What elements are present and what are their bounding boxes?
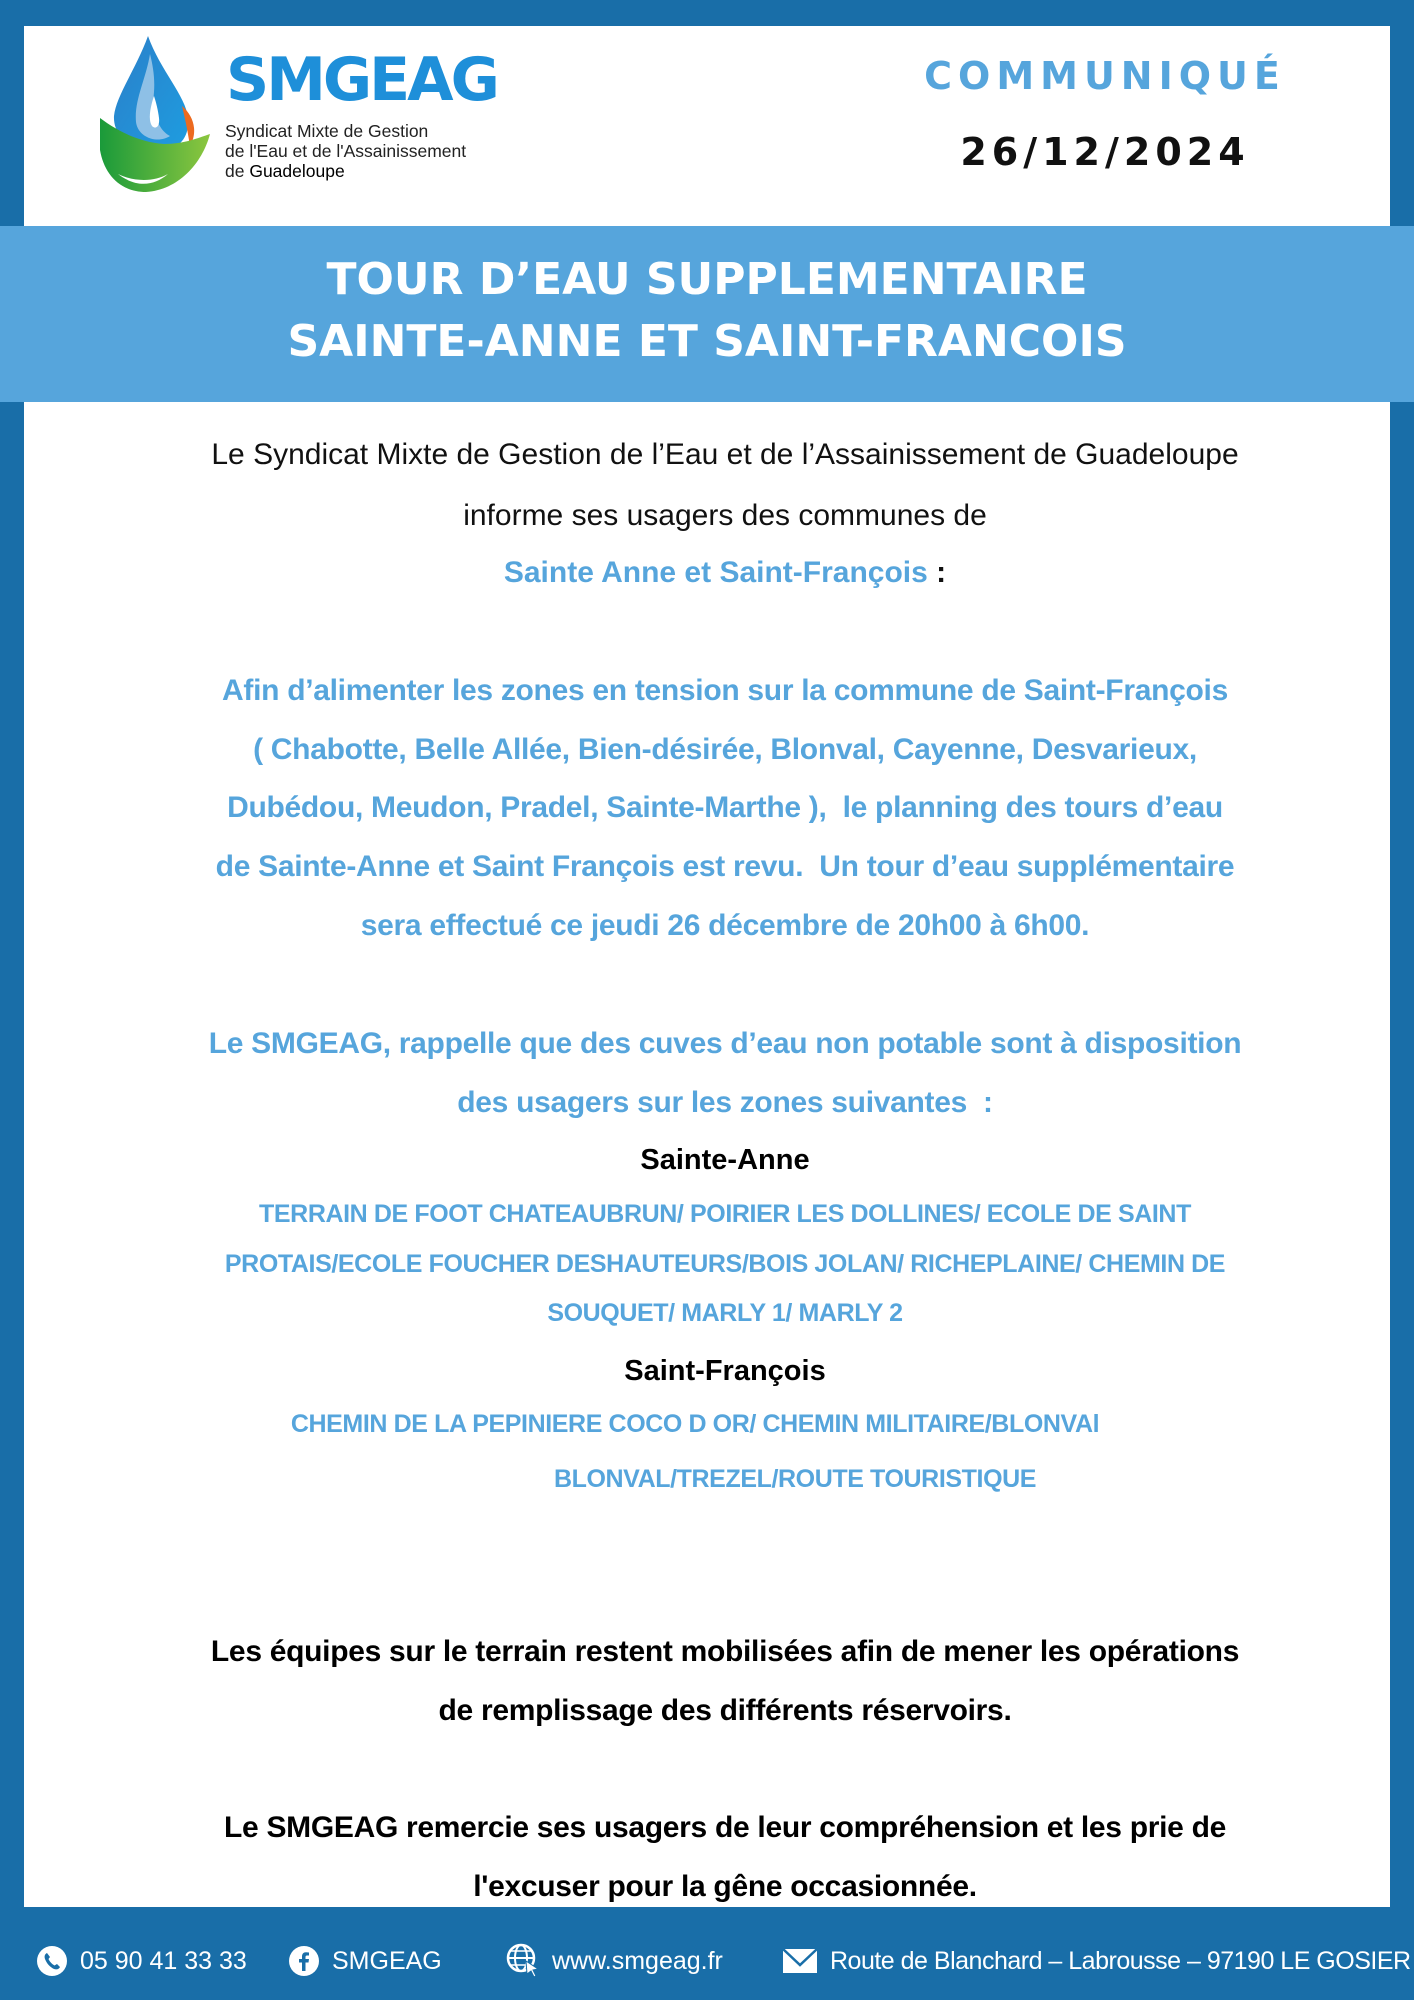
- footer-website[interactable]: [506, 1944, 723, 1978]
- closing-line: de remplissage des différents réservoirs.: [438, 1694, 1012, 1727]
- brand-subtitle-region: Guadeloupe: [249, 161, 345, 181]
- zone-list-line: PROTAIS/ECOLE FOUCHER DESHAUTEURS/BOIS JOLAN/ RICHEPLAINE/ CHEMIN DE: [224, 1250, 1226, 1278]
- footer-address[interactable]: [782, 1944, 1411, 1978]
- brand-subtitle-line: Syndicat Mixte de Gestion: [225, 121, 429, 141]
- brand-subtitle-line: [225, 161, 466, 181]
- zone-list-line: CHEMIN DE LA PEPINIERE COCO D OR/ CHEMIN MILITAIRE/BLONVAl: [290, 1410, 1100, 1438]
- intro-line-1: Le Syndicat Mixte de Gestion de l’Eau et de l’Assainissement de Guadeloupe: [211, 438, 1239, 471]
- zone-list-line: SOUQUET/ MARLY 1/ MARLY 2: [547, 1299, 903, 1327]
- facebook-icon: [288, 1945, 320, 1977]
- brand-subtitle-prefix: de: [225, 161, 250, 181]
- mail-icon: [782, 1948, 818, 1974]
- title-line-1: TOUR D’EAU SUPPLEMENTAIRE: [326, 254, 1088, 305]
- zone-commune-heading: Saint-François: [624, 1355, 826, 1387]
- notice-line: sera effectué ce jeudi 26 décembre de 20h00 à 6h00.: [360, 909, 1090, 942]
- intro-communes: [60, 558, 1390, 588]
- notice-line: Dubédou, Meudon, Pradel, Sainte-Marthe ), le planning des tours d’eau: [227, 791, 1223, 824]
- footer-facebook[interactable]: [288, 1944, 442, 1978]
- zone-commune-heading: Sainte-Anne: [640, 1144, 810, 1176]
- closing-line: Le SMGEAG remercie ses usagers de leur compréhension et les prie de: [224, 1811, 1226, 1844]
- brand-name: SMGEAG: [226, 45, 497, 115]
- brand-subtitle: [225, 121, 466, 181]
- notice-line: de Sainte-Anne et Saint François est revu. Un tour d’eau supplémentaire: [215, 850, 1235, 883]
- footer-website-text: www.smgeag.fr: [552, 1946, 723, 1975]
- closing-line: l'excuser pour la gêne occasionnée.: [473, 1870, 977, 1903]
- communes-colon: :: [927, 556, 947, 589]
- notice-line: Afin d’alimenter les zones en tension sur la commune de Saint-François: [222, 674, 1228, 707]
- zone-list-line: BLONVAL/TREZEL/ROUTE TOURISTIQUE: [553, 1465, 1037, 1493]
- footer-address-text: Route de Blanchard – Labrousse – 97190 LE GOSIER: [830, 1946, 1411, 1975]
- globe-icon: [506, 1943, 540, 1979]
- footer-phone[interactable]: [36, 1944, 247, 1978]
- zone-list-line: TERRAIN DE FOOT CHATEAUBRUN/ POIRIER LES DOLLINES/ ECOLE DE SAINT: [259, 1200, 1191, 1228]
- communes-highlight: Sainte Anne et Saint-François: [503, 556, 928, 589]
- brand-subtitle-line: de l'Eau et de l'Assainissement: [225, 141, 467, 161]
- notice-line: ( Chabotte, Belle Allée, Bien-désirée, Blonval, Cayenne, Desvarieux,: [253, 733, 1197, 766]
- intro-line-2: informe ses usagers des communes de: [463, 499, 987, 532]
- water-drop-logo-icon: [98, 34, 212, 198]
- closing-line: Les équipes sur le terrain restent mobilisées afin de mener les opérations: [210, 1635, 1240, 1668]
- document-date: 26/12/2024: [960, 130, 1250, 174]
- title-line-2: SAINTE-ANNE ET SAINT-FRANCOIS: [287, 316, 1127, 367]
- title-banner: [0, 226, 1414, 402]
- phone-icon: [36, 1945, 68, 1977]
- document-type-label: COMMUNIQUÉ: [924, 54, 1286, 98]
- reminder-line: des usagers sur les zones suivantes :: [457, 1086, 993, 1119]
- footer-phone-text: 05 90 41 33 33: [80, 1946, 247, 1975]
- reminder-line: Le SMGEAG, rappelle que des cuves d’eau non potable sont à disposition: [208, 1027, 1242, 1060]
- footer-facebook-text: SMGEAG: [332, 1946, 442, 1975]
